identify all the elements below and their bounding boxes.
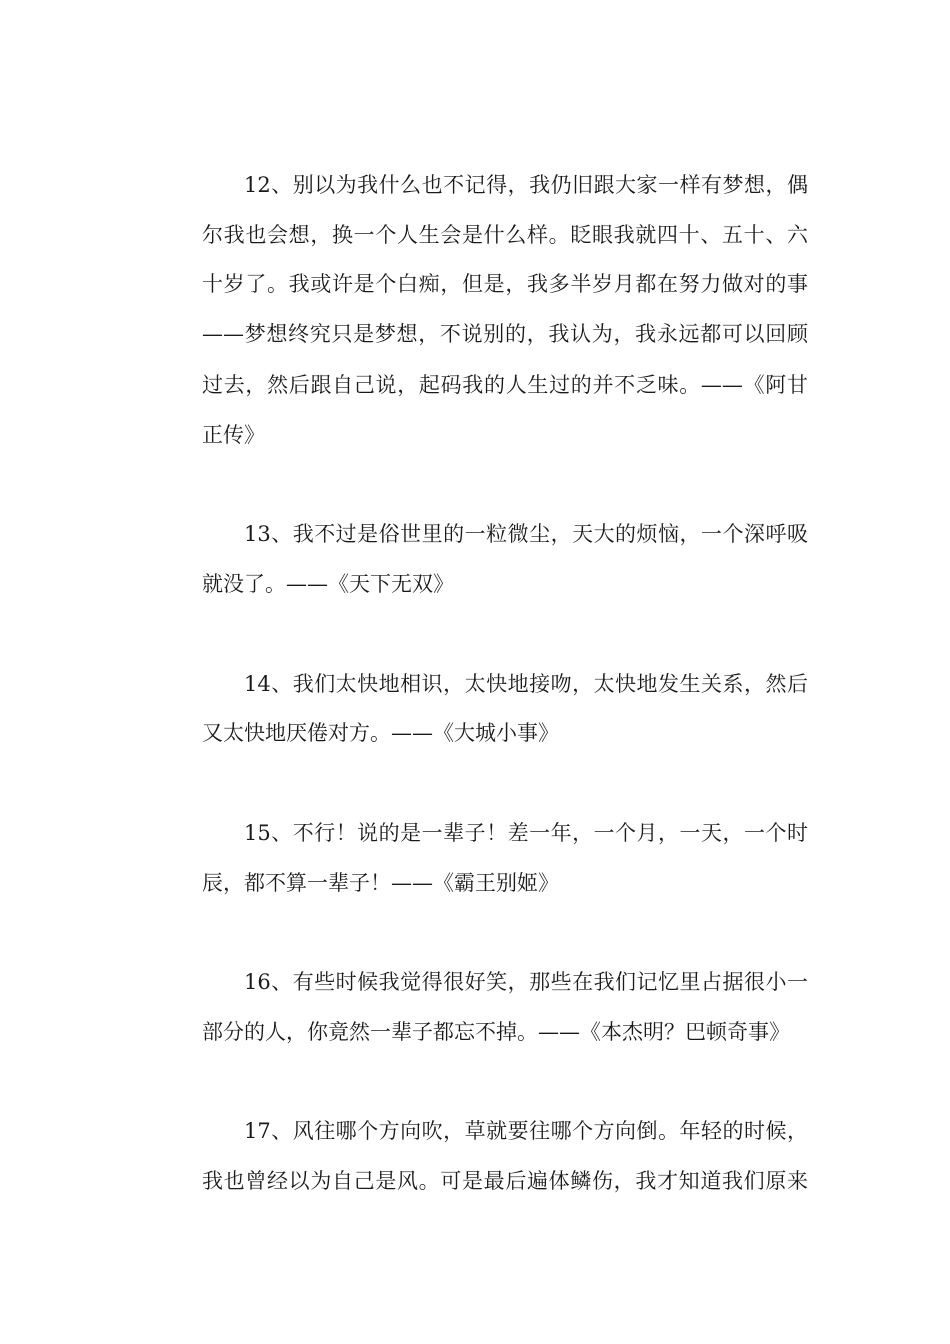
paragraph-12-line-3: 十岁了。我或许是个白痴，但是，我多半岁月都在努力做对的事: [202, 272, 808, 296]
paragraph-12-line-5: 过去，然后跟自己说，起码我的人生过的并不乏味。——《阿甘: [202, 373, 808, 397]
paragraph-17-line-1: 17、风往哪个方向吹，草就要往哪个方向倒。年轻的时候，: [244, 1119, 808, 1143]
paragraph-14-line-1: 14、我们太快地相识，太快地接吻，太快地发生关系，然后: [244, 672, 808, 696]
paragraph-16-line-1: 16、有些时候我觉得很好笑，那些在我们记忆里占据很小一: [244, 970, 808, 994]
paragraph-14-line-2: 又太快地厌倦对方。——《大城小事》: [202, 721, 559, 745]
paragraph-17-line-2: 我也曾经以为自己是风。可是最后遍体鳞伤，我才知道我们原来: [202, 1169, 808, 1193]
paragraph-15-line-1: 15、不行！说的是一辈子！差一年，一个月，一天，一个时: [244, 821, 808, 845]
paragraph-12-line-1: 12、别以为我什么也不记得，我仍旧跟大家一样有梦想，偶: [244, 173, 808, 197]
paragraph-15-line-2: 辰，都不算一辈子！——《霸王别姬》: [202, 871, 559, 895]
paragraph-13-line-2: 就没了。——《天下无双》: [202, 572, 454, 596]
paragraph-12-line-2: 尔我也会想，换一个人生会是什么样。眨眼我就四十、五十、六: [202, 223, 808, 247]
paragraph-13-line-1: 13、我不过是俗世里的一粒微尘，天大的烦恼，一个深呼吸: [244, 522, 808, 546]
paragraph-12-line-6: 正传》: [202, 423, 265, 447]
paragraph-12-line-4: ——梦想终究只是梦想，不说别的，我认为，我永远都可以回顾: [202, 322, 808, 346]
paragraph-16-line-2: 部分的人，你竟然一辈子都忘不掉。——《本杰明？巴顿奇事》: [202, 1020, 790, 1044]
